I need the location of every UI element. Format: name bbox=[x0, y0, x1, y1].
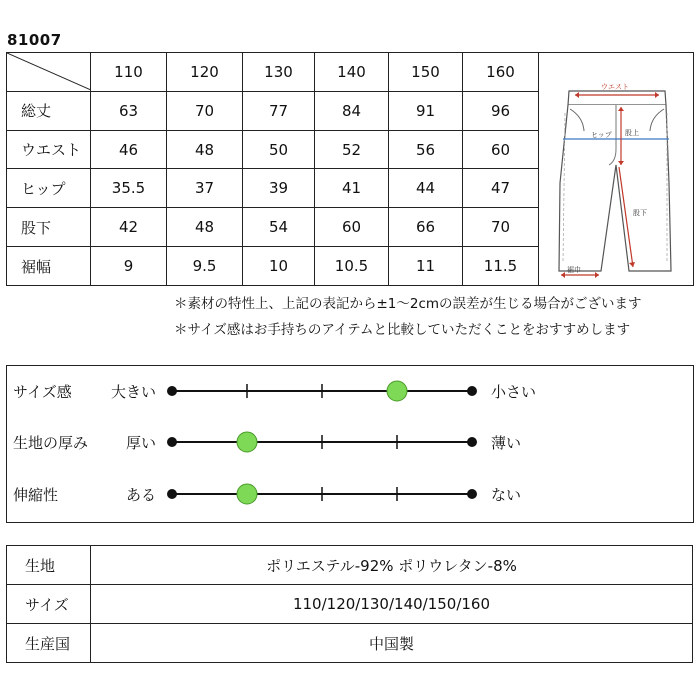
size-cell: 9 bbox=[91, 247, 167, 286]
size-cell: 46 bbox=[91, 130, 167, 169]
scale-marker bbox=[237, 484, 257, 504]
size-cell: 42 bbox=[91, 208, 167, 247]
feel-right-label: 薄い bbox=[491, 434, 522, 452]
feel-right-label: ない bbox=[491, 486, 522, 504]
spec-row-fabric bbox=[7, 546, 693, 585]
size-row-label: 裾幅 bbox=[7, 247, 91, 286]
size-table bbox=[6, 52, 694, 286]
size-header-row bbox=[7, 53, 694, 92]
feel-row-size bbox=[7, 376, 693, 406]
spec-table bbox=[6, 545, 693, 663]
diagram-label-waist: ウエスト bbox=[601, 83, 629, 91]
spec-row-size bbox=[7, 585, 693, 624]
note-tolerance: ＊素材の特性上、上記の表記から±1～2cmの誤差が生じる場合がございます bbox=[174, 296, 642, 312]
size-cell: 60 bbox=[463, 130, 539, 169]
pants-diagram-cell bbox=[539, 53, 694, 286]
diagram-label-hem: 裾巾 bbox=[567, 266, 581, 274]
scale-end-right bbox=[467, 386, 477, 396]
size-row-label: ウエスト bbox=[7, 130, 91, 169]
diagram-label-rise: 股上 bbox=[625, 129, 639, 137]
feel-scale bbox=[162, 427, 482, 457]
size-cell: 63 bbox=[91, 91, 167, 130]
spec-key: 生産国 bbox=[7, 624, 91, 663]
size-cell: 54 bbox=[243, 208, 315, 247]
scale-marker bbox=[237, 432, 257, 452]
size-cell: 70 bbox=[167, 91, 243, 130]
scale-end-right bbox=[467, 489, 477, 499]
size-cell: 9.5 bbox=[167, 247, 243, 286]
spec-row-origin bbox=[7, 624, 693, 663]
diagram-label-inseam: 股下 bbox=[633, 209, 647, 217]
feel-right-label: 小さい bbox=[491, 383, 537, 401]
size-col-header: 130 bbox=[243, 53, 315, 92]
size-row-label: 股下 bbox=[7, 208, 91, 247]
feel-left-label: ある bbox=[125, 486, 156, 504]
diagram-label-hip: ヒップ bbox=[591, 131, 612, 139]
size-cell: 44 bbox=[389, 169, 463, 208]
scale-end-right bbox=[467, 437, 477, 447]
feel-row-thickness bbox=[7, 427, 693, 457]
feel-left-label: 大きい bbox=[110, 383, 156, 401]
spec-value: 中国製 bbox=[91, 624, 693, 663]
fit-feel-box bbox=[6, 365, 694, 523]
size-col-header: 150 bbox=[389, 53, 463, 92]
scale-marker bbox=[387, 381, 407, 401]
size-col-header: 140 bbox=[315, 53, 389, 92]
size-cell: 77 bbox=[243, 91, 315, 130]
feel-scale bbox=[162, 376, 482, 406]
spec-value: ポリエステル-92% ポリウレタン-8% bbox=[91, 546, 693, 585]
feel-label: サイズ感 bbox=[13, 383, 72, 401]
spec-key: サイズ bbox=[7, 585, 91, 624]
size-cell: 37 bbox=[167, 169, 243, 208]
note-compare: ＊サイズ感はお手持ちのアイテムと比較していただくことをおすすめします bbox=[174, 322, 631, 338]
size-cell: 96 bbox=[463, 91, 539, 130]
size-cell: 35.5 bbox=[91, 169, 167, 208]
size-cell: 52 bbox=[315, 130, 389, 169]
size-col-header: 110 bbox=[91, 53, 167, 92]
size-col-header: 120 bbox=[167, 53, 243, 92]
size-cell: 41 bbox=[315, 169, 389, 208]
scale-end-left bbox=[167, 489, 177, 499]
size-cell: 66 bbox=[389, 208, 463, 247]
product-code: 81007 bbox=[7, 31, 62, 49]
scale-end-left bbox=[167, 437, 177, 447]
scale-end-left bbox=[167, 386, 177, 396]
size-cell: 60 bbox=[315, 208, 389, 247]
diagonal-line bbox=[7, 53, 91, 90]
size-cell: 10.5 bbox=[315, 247, 389, 286]
feel-label: 生地の厚み bbox=[13, 434, 89, 452]
size-cell: 70 bbox=[463, 208, 539, 247]
size-cell: 11.5 bbox=[463, 247, 539, 286]
size-cell: 48 bbox=[167, 130, 243, 169]
size-row-label: 総丈 bbox=[7, 91, 91, 130]
size-col-header: 160 bbox=[463, 53, 539, 92]
spec-key: 生地 bbox=[7, 546, 91, 585]
spec-value: 110/120/130/140/150/160 bbox=[91, 585, 693, 624]
feel-scale bbox=[162, 479, 482, 509]
feel-label: 伸縮性 bbox=[13, 486, 59, 504]
size-cell: 56 bbox=[389, 130, 463, 169]
pants-diagram bbox=[539, 53, 693, 281]
size-cell: 47 bbox=[463, 169, 539, 208]
size-row-label: ヒップ bbox=[7, 169, 91, 208]
size-cell: 39 bbox=[243, 169, 315, 208]
size-cell: 91 bbox=[389, 91, 463, 130]
diagonal-corner-cell bbox=[7, 53, 91, 92]
size-cell: 84 bbox=[315, 91, 389, 130]
size-cell: 50 bbox=[243, 130, 315, 169]
size-cell: 48 bbox=[167, 208, 243, 247]
size-cell: 11 bbox=[389, 247, 463, 286]
feel-left-label: 厚い bbox=[125, 434, 156, 452]
feel-row-stretch bbox=[7, 479, 693, 509]
size-cell: 10 bbox=[243, 247, 315, 286]
